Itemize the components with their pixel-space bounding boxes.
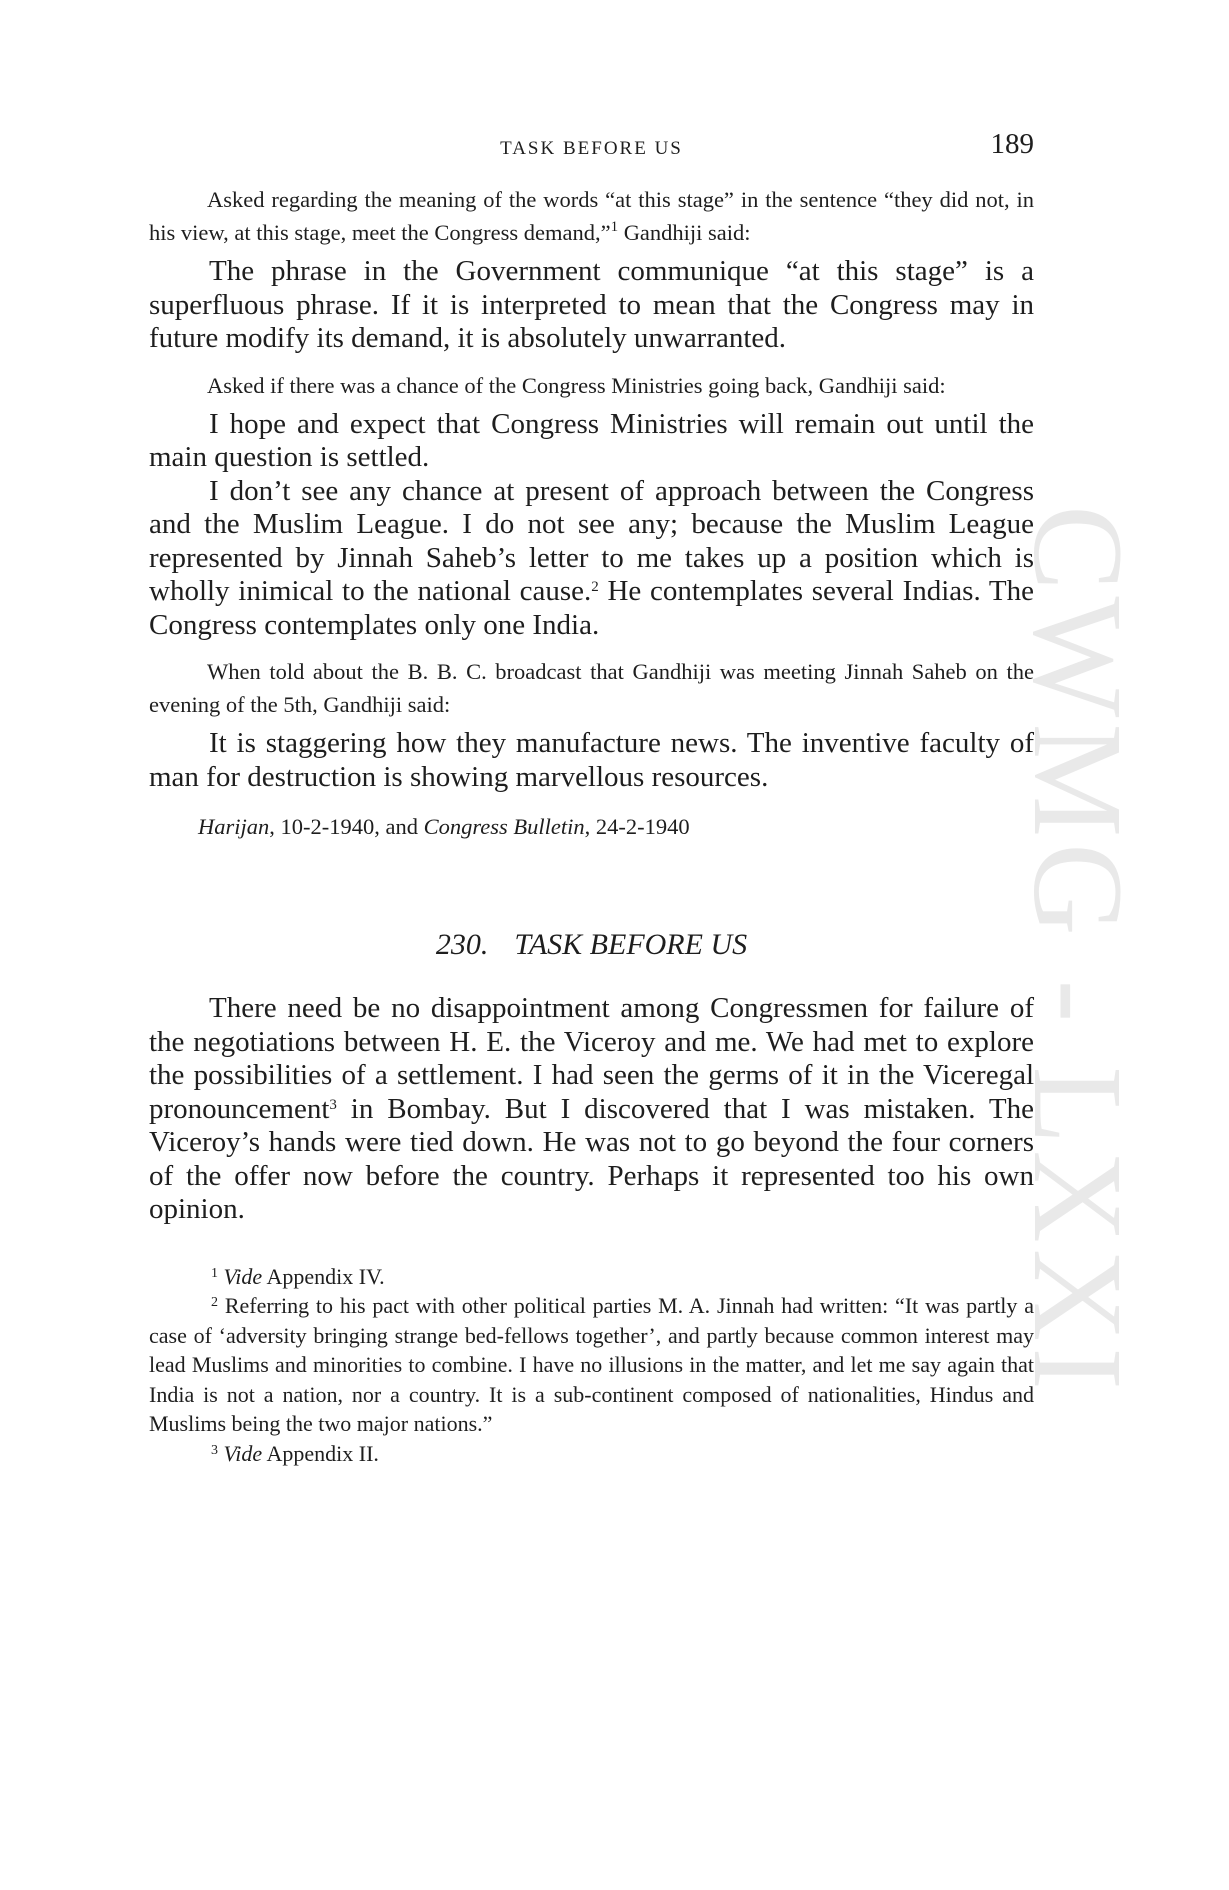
footnote-ref-1: 1 xyxy=(610,219,619,235)
section-number: 230. xyxy=(435,928,489,961)
running-title: TASK BEFORE US xyxy=(500,138,683,159)
footnote-number: 2 xyxy=(211,1295,218,1310)
watermark-text: CWMG - LXXI xyxy=(1006,504,1149,1396)
page-header xyxy=(149,128,1034,168)
question-paragraph-3: When told about the B. B. C. broadcast that Gandhiji was meeting Jinnah Saheb on the evening of the 5th, Gandhiji said: xyxy=(149,659,1034,717)
answer-text: I don’t see any chance at present of approach between the Congress and the Muslim League. I do not see any; because the Muslim League represented by Jinnah Saheb’s letter to me takes up a position which is wholly inimical to the national cause. xyxy=(149,474,1034,607)
footnote-number: 1 xyxy=(211,1265,218,1281)
article-text: There need be no disappointment among Congressmen for failure of the negotiations between H. E. the Viceroy and me. We had met to explore the possibilities of a settlement. I had seen the germs of it in the Viceregal pronouncement xyxy=(149,992,1034,1125)
source-publication-2: Congress Bulletin xyxy=(423,814,585,839)
answer-paragraph-1: The phrase in the Government communique “at this stage” is a superfluous phrase. If it is interpreted to mean that the Congress may in future modify its demand, it is absolutely unwarranted. xyxy=(149,255,1034,354)
question-text: Asked regarding the meaning of the words “at this stage” in the sentence “they did not, in his view, at this stage, meet the Congress demand,” xyxy=(149,187,1034,245)
footnotes xyxy=(149,1262,1034,1469)
source-publication-1: Harijan xyxy=(198,814,270,839)
answer-paragraph-2: I hope and expect that Congress Ministries will remain out until the main question is settled. xyxy=(149,407,1034,473)
footnote-vide: Vide xyxy=(223,1263,263,1289)
footnote-text: Referring to his pact with other political parties M. A. Jinnah had written: “It was partly a case of ‘adversity bringing strange bed-fellows together’, and partly because common interest may lead Muslims and minorities to combine. I have no illusions in the matter, and let me say again that India is not a nation, nor a country. It is a sub-continent composed of nationalities, Hindus and Muslims being the two major nations.” xyxy=(149,1293,1034,1436)
page-body xyxy=(149,183,1034,1468)
page-number: 189 xyxy=(990,128,1034,160)
footnote-2 xyxy=(149,1291,1034,1439)
footnote-text: Appendix IV. xyxy=(262,1263,385,1289)
footnote-1 xyxy=(149,1262,1034,1292)
question-tail: Gandhiji said: xyxy=(618,220,751,245)
source-date-1: , 10-2-1940, and xyxy=(269,814,424,839)
footnote-ref-3: 3 xyxy=(329,1096,337,1113)
answer-tail: He contemplates several Indias. The Congress contemplates only one India. xyxy=(149,575,1034,641)
footnote-ref-2: 2 xyxy=(591,579,599,595)
footnote-3 xyxy=(149,1439,1034,1469)
section-heading xyxy=(149,925,1034,965)
footnote-vide: Vide xyxy=(223,1440,263,1466)
section-title: TASK BEFORE US xyxy=(514,928,748,961)
source-citation xyxy=(149,810,1034,843)
answer-paragraph-4: It is staggering how they manufacture news. The inventive faculty of man for destruction is showing marvellous resources. xyxy=(149,727,1034,793)
article-paragraph xyxy=(149,992,1034,1227)
footnote-text: Appendix II. xyxy=(262,1440,379,1466)
footnote-number: 3 xyxy=(211,1442,218,1458)
question-paragraph-2: Asked if there was a chance of the Congress Ministries going back, Gandhiji said: xyxy=(207,372,946,398)
article-tail: in Bombay. But I discovered that I was mistaken. The Viceroy’s hands were tied down. He was not to go beyond the four corners of the offer now before the country. Perhaps it represented too his own opinion. xyxy=(149,1092,1034,1225)
question-paragraph-1 xyxy=(149,183,1034,249)
answer-paragraph-3 xyxy=(149,475,1034,643)
source-date-2: , 24-2-1940 xyxy=(584,814,690,839)
